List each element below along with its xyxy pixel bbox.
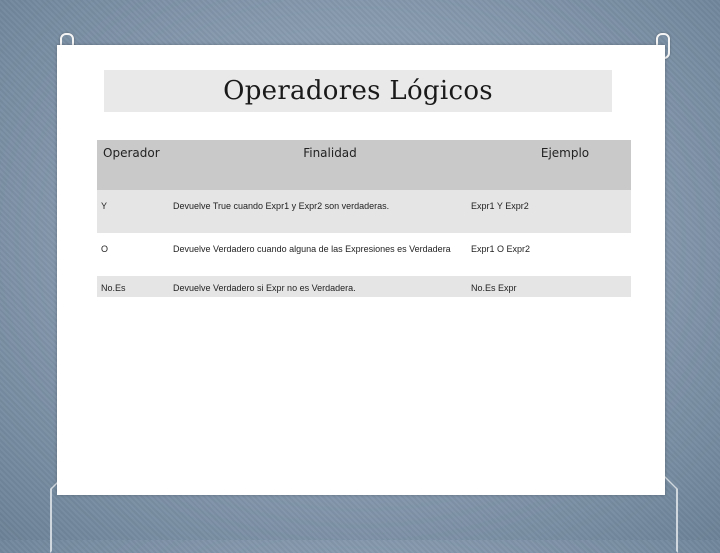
title-box bbox=[104, 70, 612, 112]
cell-finalidad: Devuelve True cuando Expr1 y Expr2 son verdaderas. bbox=[171, 190, 469, 233]
header-finalidad: Finalidad bbox=[171, 140, 469, 190]
table-row bbox=[97, 190, 631, 233]
table-row bbox=[97, 276, 631, 297]
operators-table bbox=[97, 140, 631, 297]
cell-operador: Y bbox=[97, 190, 171, 233]
slide-title: Operadores Lógicos bbox=[223, 76, 493, 106]
cell-ejemplo: Expr1 Y Expr2 bbox=[469, 190, 631, 233]
cell-ejemplo: No.Es Expr bbox=[469, 276, 631, 297]
table-row bbox=[97, 233, 631, 276]
cell-operador: No.Es bbox=[97, 276, 171, 297]
cell-ejemplo: Expr1 O Expr2 bbox=[469, 233, 631, 276]
header-ejemplo: Ejemplo bbox=[469, 140, 631, 190]
cell-finalidad: Devuelve Verdadero cuando alguna de las Expresiones es Verdadera bbox=[171, 233, 469, 276]
cell-finalidad: Devuelve Verdadero si Expr no es Verdadera. bbox=[171, 276, 469, 297]
header-operador: Operador bbox=[97, 140, 171, 190]
cell-operador: O bbox=[97, 233, 171, 276]
table-header-row bbox=[97, 140, 631, 190]
